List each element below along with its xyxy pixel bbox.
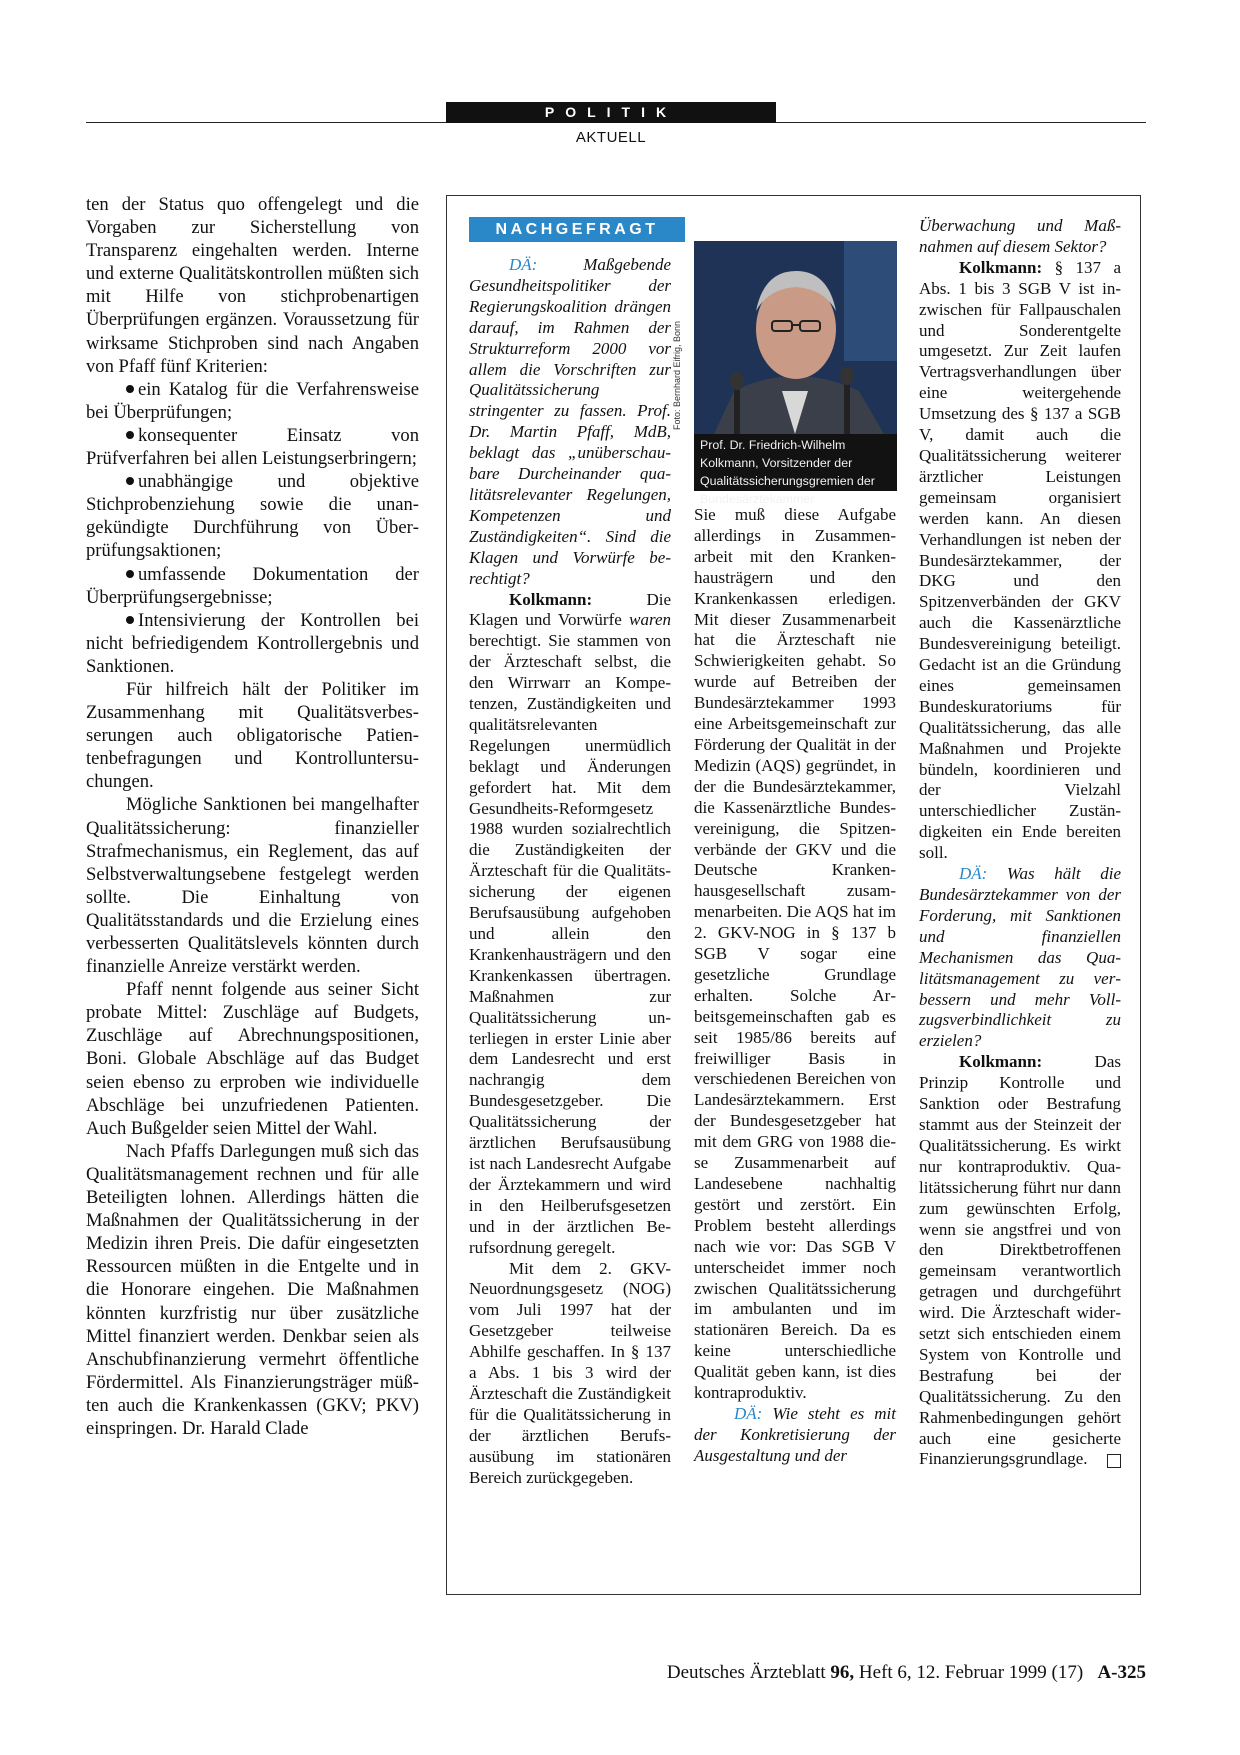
article-paragraph: Mögliche Sanktionen bei mangelhafter Qualitätssicherung: finanzieller Strafmechanismus, ein Reglement, das auf Selbstverwaltungsebene festgelegt werden sollte. Die Einhaltung von Qualitätsstandards und die Erzielung eines verbesserten Qualitätslevels könnten durch finanzielle Anreize verstärkt werden. [86, 794, 419, 978]
subsection-label: AKTUELL [575, 129, 647, 146]
answer: Kolkmann: Das Prinzip Kontrolle und Sanktion oder Bestrafung stammt aus der Steinzeit der Qualitätssicherung. Es wirkt nur kontraproduktiv. Qualitätssicherung führt nur dann zum gewünschten Erfolg, wenn sie angstfrei und von den Direktbetroffenen gemeinsam verantwortlich getragen und durchgeführt wird. Die Ärzteschaft widersetzt sich entschieden einem System von Kontrolle und Bestrafung bei der Qualitätssicherung. Zu den Rahmenbedingungen gehört auch eine gesicherte Finanzierungsgrundlage. [919, 1052, 1121, 1469]
answer: Kolkmann: Die Klagen und Vorwürfe waren berechtigt. Sie stammen von der Ärzteschaft selbst, die den Wirrwarr an Kompetenzen, Zuständigkeiten und qualitätsrelevanten Regelungen unermüdlich beklagt und Änderungen gefordert hat. Mit dem Gesundheits-Reformgesetz 1988 wurden sozialrechtlich die Zuständigkeiten der Ärzteschaft für die Qualitätssicherung der eigenen Berufsausübung aufgehoben und allein den Krankenhausträgern und den Krankenkassen übertragen. Maßnahmen zur Qualitätssicherung unterliegen in erster Linie aber dem Landesrecht und erst nachrangig dem Bundesgesetzgeber. Die Qualitätssicherung der ärztlichen Berufsausübung ist nach Landesrecht Aufgabe der Ärztekammern und wird in den Heilberufsgesetzen und in der ärztlichen Berufsordnung geregelt. [469, 589, 671, 1257]
article-column [86, 193, 419, 1440]
journal-volume: 96, [830, 1662, 855, 1683]
bullet-icon [126, 570, 134, 578]
journal-name: Deutsches Ärzteblatt [666, 1662, 826, 1683]
bullet-item: unabhängige und objektive Stichprobenziehung sowie die unangekündigte Durchführung von Überprüfungsaktionen; [86, 471, 419, 562]
bullet-item: ein Katalog für die Verfahrensweise bei Überprüfungen; [86, 378, 419, 423]
portrait-photo [694, 241, 897, 434]
question: DÄ: Was hält die Bundesärztekammer von der Forderung, mit Sanktionen und finanziellen Mechanismen das Qualitätsmanagement zu verbessern und mehr Vollzugsverbindlichkeit zu erzielen? [919, 864, 1121, 1051]
end-square-icon [1107, 1454, 1121, 1468]
kolkmann-label: Kolkmann: [509, 589, 593, 609]
question: DÄ: Wie steht es mit der Konkretisierung der Ausgestaltung und der [694, 1403, 896, 1465]
interview-column-2 [694, 505, 896, 1467]
bullet-icon [126, 616, 134, 624]
da-label: DÄ: [959, 864, 988, 884]
issue-info: Heft 6, 12. Februar 1999 (17) [858, 1662, 1084, 1683]
bullet-item: Intensivierung der Kontrollen bei nicht befriedigendem Kontrollergebnis und Sanktionen. [86, 609, 419, 677]
photo-caption: Prof. Dr. Friedrich-Wilhelm Kolkmann, Vorsitzender der Qualitätssicherungsgremien der Bundesärztekammer [694, 434, 897, 491]
bullet-icon [126, 477, 134, 485]
article-paragraph: Nach Pfaffs Darlegungen muß sich das Qualitätsmanagement rechnen und für alle Beteiligten lohnen. Allerdings hätten die Maßnahmen der Qualitätssicherung in der Medizin ihren Preis. Die dafür eingesetzten Ressourcen müßten in die Entgelte und in die Honorare eingehen. Die Maßnahmen könnten kurzfristig nur über zusätzliche Mittel finanziert werden. Denkbar seien als Anschubfinanzierung vermehrt öffentliche Fördermittel. Als Finanzierungsträger müßten auch die Krankenkassen (GKV; PKV) einspringen. Dr. Harald Clade [86, 1140, 419, 1439]
question: DÄ: Maßgebende Gesundheitspolitiker der Regierungskoalition drängen darauf, im Rahmen der Strukturreform 2000 vor allem die Vorschriften zur Qualitätssicherung stringenter zu fassen. Prof. Dr. Martin Pfaff, MdB, beklagt das „unüberschaubare Durcheinander qualitätsrelevanter Regelungen, Kompetenzen und Zuständigkeiten“. Sind die Klagen und Vorwürfe berechtigt? [469, 255, 671, 588]
question: Überwachung und Maßnahmen auf diesem Sektor? [919, 216, 1121, 256]
bullet-item: umfassende Dokumentation der Überprüfungsergebnisse; [86, 563, 419, 608]
bullet-icon [126, 385, 134, 393]
article-paragraph: Für hilfreich hält der Politiker im Zusammenhang mit Qualitätsverbesserungen auch obligatorische Patientenbefragungen und Kontrolluntersuchungen. [86, 678, 419, 793]
bullet-item: konsequenter Einsatz von Prüfverfahren bei allen Leistungserbringern; [86, 424, 419, 470]
page-number: A-325 [1097, 1662, 1146, 1683]
interview-column-3 [919, 216, 1121, 1470]
answer: Sie muß diese Aufgabe allerdings in Zusammenarbeit mit den Krankenhausträgern und den Krankenkassen erledigen. Mit dieser Zusammenarbeit hat die Ärzteschaft nie Schwierigkeiten gehabt. So wurde auf Betreiben der Bundesärztekammer 1993 eine Arbeitsgemeinschaft zur Förderung der Qualität in der Medizin (AQS) gegründet, in der die Bundesärztekammer, die Kassenärztliche Bundesvereinigung, die Spitzenverbände der GKV und die Deutsche Krankenhausgesellschaft zusammenarbeiten. Die AQS hat im 2. GKV-NOG in § 137 b SGB V sogar eine gesetzliche Grundlage erhalten. Solche Arbeitsgemeinschaften gab es seit 1985/86 bereits auf freiwilliger Basis in verschiedenen Bereichen von Landesärztekammern. Erst der Bundesgesetzgeber hat mit dem GRG von 1988 diese Zusammenarbeit auf Landesebene nachhaltig gestört und zerstört. Ein Problem besteht allerdings nach wie vor: Das SGB V unterscheidet immer noch zwischen Qualitätssicherung im ambulanten und im stationären Bereich. Da es keine unterschiedliche Qualität geben kann, ist dies kontraproduktiv. [694, 505, 896, 1403]
kolkmann-label: Kolkmann: [959, 257, 1043, 277]
da-label: DÄ: [509, 255, 538, 274]
answer: Mit dem 2. GKV-Neuordnungsgesetz (NOG) vom Juli 1997 hat der Gesetzgeber teilweise Abhilfe geschaffen. In § 137 a Abs. 1 bis 3 wird der Ärzteschaft die Zuständigkeit für die Qualitätssicherung in der ärztlichen Berufsausübung im stationären Bereich zurückgegeben. [469, 1258, 671, 1487]
photo-credit: Foto: Bernhard Eifrig, Bonn [672, 320, 682, 430]
kolkmann-label: Kolkmann: [959, 1052, 1043, 1072]
page-footer [560, 1662, 1146, 1684]
da-label: DÄ: [734, 1403, 763, 1423]
interview-tag: NACHGEFRAGT [469, 217, 685, 242]
answer: Kolkmann: § 137 a Abs. 1 bis 3 SGB V ist inzwischen für Fallpauschalen und Sonderentgelte umgesetzt. Zur Zeit laufen Vertragsverhandlungen über eine weitergehende Umsetzung des § 137 a SGB V, damit auch die Qualitätssicherung weiterer ärztlicher Leistungen gemeinsam organisiert werden kann. An diesen Verhandlungen ist neben der Bundesärztekammer, der DKG und den Spitzenverbänden der GKV auch die Kassenärztliche Bundesvereinigung beteiligt. Gedacht ist an die Gründung eines gemeinsamen Bundeskuratoriums für Qualitätssicherung, das alle Maßnahmen und Projekte bündeln, koordinieren und der Vielzahl unterschiedlicher Zuständigkeiten ein Ende bereiten soll. [919, 257, 1121, 863]
article-paragraph: Pfaff nennt folgende aus seiner Sicht probate Mittel: Zuschläge auf Budgets, Zuschläge auf Abrechnungspositionen, Boni. Globale Abschläge auf das Budget seien ebenso zu erproben wie individuelle Abschläge bei unzufriedenen Patienten. Auch Bußgelder seien Mittel der Wahl. [86, 979, 419, 1139]
section-label: POLITIK [446, 102, 776, 123]
portrait-illustration [694, 241, 897, 434]
article-paragraph: ten der Status quo offengelegt und die Vorgaben zur Sicherstellung von Transparenz eingehalten werden. Interne und externe Qualitätskontrollen müßten sich mit Hilfe von stichprobenartigen Überprüfungen ergänzen. Voraussetzung für wirksame Stichproben sind nach Angaben von Pfaff fünf Kriterien: [86, 194, 419, 377]
interview-column-1 [469, 255, 671, 1488]
author-name: Dr. Harald Clade [182, 1417, 309, 1439]
bullet-icon [126, 431, 134, 439]
